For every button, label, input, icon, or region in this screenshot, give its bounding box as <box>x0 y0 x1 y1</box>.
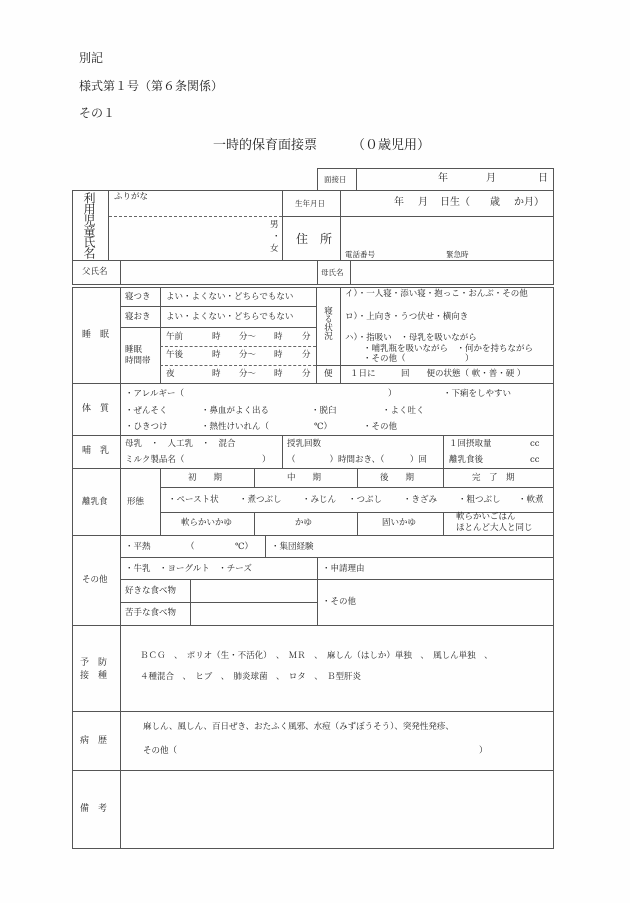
after-weaning-label: 離乳食後 <box>449 455 484 465</box>
medical-history-other-close: ） <box>479 746 488 756</box>
sleep-pm-hour-1[interactable]: 時 <box>212 350 221 360</box>
birth-month[interactable]: 月 <box>418 197 428 208</box>
sleep-pm-hour-2[interactable]: 時 <box>274 350 283 360</box>
waking-label: 寝おき <box>125 312 151 322</box>
sleep-night-hour-1[interactable]: 時 <box>212 369 221 379</box>
sleep-am-min-2[interactable]: 分 <box>302 332 311 342</box>
vaccination-label-2: 接 種 <box>80 671 108 681</box>
medical-history-list[interactable]: 麻しん、風しん、百日ぜき、おたふく風邪、水痘（みずぼうそう）、突発性発疹、 <box>143 722 454 732</box>
remarks-label: 備 考 <box>80 804 108 814</box>
sleep-am-hour-2[interactable]: 時 <box>274 332 283 342</box>
stage-early: 初 期 <box>188 473 223 483</box>
disliked-foods-label: 苦手な食べ物 <box>125 608 177 618</box>
sleep-night-min-2[interactable]: 分 <box>302 369 311 379</box>
falling-asleep-label: 寝つき <box>125 292 151 302</box>
page-title-suffix: （０歳児用） <box>352 138 431 153</box>
father-name-label: 父氏名 <box>82 267 108 277</box>
feeding-type[interactable]: 母乳 ・ 人工乳 ・ 混合 <box>125 439 236 449</box>
milk-product-label[interactable]: ミルク製品名（ <box>125 455 185 465</box>
texture-mashed[interactable]: ・つぶし <box>348 495 383 505</box>
sleep-am-min-1[interactable]: 分～ <box>239 332 257 342</box>
furigana-label: ふりがな <box>114 192 149 202</box>
food-soft-porridge[interactable]: 軟らかいかゆ <box>181 518 233 528</box>
page-title: 一時的保育面接票 <box>213 138 318 153</box>
address-label: 住 所 <box>296 232 333 246</box>
texture-boiled-mash[interactable]: ・煮つぶし <box>239 495 282 505</box>
sleep-situation-ha-2[interactable]: ・哺乳瓶を吸いながら ・何かを持ちながら <box>363 344 534 354</box>
after-weaning-unit: cc <box>530 455 540 465</box>
interview-date-label: 面接日 <box>324 175 347 184</box>
intake-label: １回摂取量 <box>449 439 492 449</box>
sleep-situation-ha-3[interactable]: ・その他（ ） <box>363 354 474 364</box>
sleep-situation-ha-1[interactable]: ハ）・指吸い ・母乳を吸いながら <box>345 333 477 343</box>
allergy-item[interactable]: ・アレルギー（ <box>125 389 184 399</box>
child-name-label: 利用児童氏名 <box>82 192 96 258</box>
interview-year[interactable]: 年 <box>438 173 448 184</box>
dairy-items[interactable]: ・牛乳 ・ヨーグルト ・チーズ <box>125 564 252 574</box>
texture-coarse-mash[interactable]: ・粗つぶし <box>458 495 501 505</box>
disliked-foods-input[interactable] <box>192 604 315 623</box>
vaccination-list-1[interactable]: ＢＣＧ 、 ポリオ（生・不活化） 、 ＭＲ 、 麻しん（はしか）単独 、 風しん単独 、 <box>140 651 493 661</box>
dislocation-item[interactable]: ・脱臼 <box>311 406 337 416</box>
sleep-period-night: 夜 <box>166 369 175 379</box>
vaccination-list-2[interactable]: ４種混合 、 ヒブ 、 肺炎球菌 、 ロタ 、 Ｂ型肝炎 <box>140 672 362 682</box>
remarks-input[interactable] <box>123 773 551 845</box>
allergy-close: ） <box>388 389 397 399</box>
stool-label: 便 <box>324 369 333 379</box>
vomit-item[interactable]: ・よく吐く <box>382 406 425 416</box>
form-number: 様式第１号（第６条関係） <box>79 79 224 93</box>
stage-middle: 中 期 <box>287 473 322 483</box>
age-months[interactable]: か月） <box>514 197 544 208</box>
application-reason-label[interactable]: ・申請理由 <box>322 564 365 574</box>
birth-date-label: 生年月日 <box>295 199 325 208</box>
interview-day[interactable]: 日 <box>538 173 548 184</box>
weaning-form-label: 形態 <box>127 497 145 507</box>
texture-chopped[interactable]: ・きざみ <box>403 495 438 505</box>
sleep-am-hour-1[interactable]: 時 <box>212 332 221 342</box>
age-years[interactable]: 歳 <box>490 197 500 208</box>
asthma-item[interactable]: ・ぜんそく <box>125 406 168 416</box>
interview-date-box <box>317 168 554 191</box>
febrile-seizure-close: ℃） <box>314 422 333 432</box>
sleep-period-pm: 午後 <box>166 350 184 360</box>
phone-label: 電話番号 <box>345 250 375 259</box>
other-notes-label[interactable]: ・その他 <box>322 597 357 607</box>
sleep-situation-label: 寝る状況 <box>322 306 333 340</box>
favorite-foods-label: 好きな食べ物 <box>125 586 177 596</box>
sleep-pm-min-2[interactable]: 分 <box>302 350 311 360</box>
normal-temp-open: （ <box>186 542 195 552</box>
feeding-count-label: 授乳回数 <box>287 439 322 449</box>
favorite-foods-input[interactable] <box>192 581 315 601</box>
febrile-seizure-item[interactable]: ・熱性けいれん（ <box>201 422 270 432</box>
mother-name-label: 母氏名 <box>321 268 344 277</box>
food-firm-porridge[interactable]: 固いかゆ <box>382 518 417 528</box>
normal-temp-label: ・平熱 <box>125 542 151 552</box>
birth-year[interactable]: 年 <box>394 197 404 208</box>
falling-asleep-options[interactable]: よい・よくない・どちらでもない <box>166 292 294 302</box>
stage-complete: 完 了 期 <box>472 473 515 483</box>
sleep-night-min-1[interactable]: 分～ <box>239 369 257 379</box>
child-name-input[interactable] <box>112 218 278 258</box>
annex-label: 別記 <box>79 51 104 65</box>
intake-unit: cc <box>530 439 540 449</box>
sex-female[interactable]: 女 <box>270 244 279 254</box>
sleep-label: 睡 眠 <box>82 330 110 340</box>
food-soft-rice[interactable]: 軟らかいごはん <box>456 512 516 522</box>
convulsion-item[interactable]: ・ひきつけ <box>125 422 168 432</box>
texture-paste[interactable]: ・ペースト状 <box>168 495 219 505</box>
father-name-input[interactable] <box>123 262 314 283</box>
medical-history-other[interactable]: その他（ <box>143 746 178 756</box>
sex-male[interactable]: 男 <box>270 220 279 230</box>
sleep-situation-ro[interactable]: ロ）・上向き・うつ伏せ・横向き <box>345 312 469 322</box>
stage-late: 後 期 <box>380 473 415 483</box>
sleep-time-label-1: 睡眠 <box>125 345 143 355</box>
sleep-night-hour-2[interactable]: 時 <box>274 369 283 379</box>
sex-separator: ・ <box>272 232 281 242</box>
group-experience-item[interactable]: ・集団経験 <box>271 542 314 552</box>
sleep-pm-min-1[interactable]: 分～ <box>239 350 257 360</box>
address-input[interactable] <box>344 219 550 243</box>
milk-product-close: ） <box>262 455 271 465</box>
mother-name-input[interactable] <box>353 262 551 283</box>
medical-history-label: 病 歴 <box>80 736 108 746</box>
emergency-label: 緊急時 <box>446 250 469 259</box>
texture-soft-boiled[interactable]: ・軟煮 <box>518 495 544 505</box>
birth-day[interactable]: 日生（ <box>440 197 470 208</box>
waking-options[interactable]: よい・よくない・どちらでもない <box>166 312 294 322</box>
nosebleed-item[interactable]: ・鼻血がよく出る <box>201 406 270 416</box>
feeding-interval[interactable]: （ ）時間おき、（ ）回 <box>287 455 427 465</box>
feeding-label: 哺 乳 <box>82 446 110 456</box>
part-label: その１ <box>79 106 116 120</box>
food-porridge[interactable]: かゆ <box>295 518 313 528</box>
interview-month[interactable]: 月 <box>486 173 496 184</box>
constitution-label: 体 質 <box>82 404 110 414</box>
normal-temp-unit[interactable]: ℃） <box>235 542 254 552</box>
weaning-label: 離乳食 <box>82 497 108 507</box>
constitution-other-item[interactable]: ・その他 <box>363 422 398 432</box>
sleep-period-am: 午前 <box>166 332 184 342</box>
texture-minced[interactable]: ・みじん <box>302 495 337 505</box>
food-adult-like[interactable]: ほとんど大人と同じ <box>456 523 533 533</box>
vaccination-label-1: 予 防 <box>80 658 108 668</box>
stool-text[interactable]: １日に 回 便の状態（ 軟・普・硬 ） <box>350 369 526 379</box>
diarrhea-item[interactable]: ・下痢をしやすい <box>443 389 512 399</box>
sleep-situation-i[interactable]: イ）・一人寝・添い寝・抱っこ・おんぶ・その他 <box>345 289 528 299</box>
sleep-time-label-2: 時間帯 <box>125 356 151 366</box>
other-label: その他 <box>82 575 108 585</box>
